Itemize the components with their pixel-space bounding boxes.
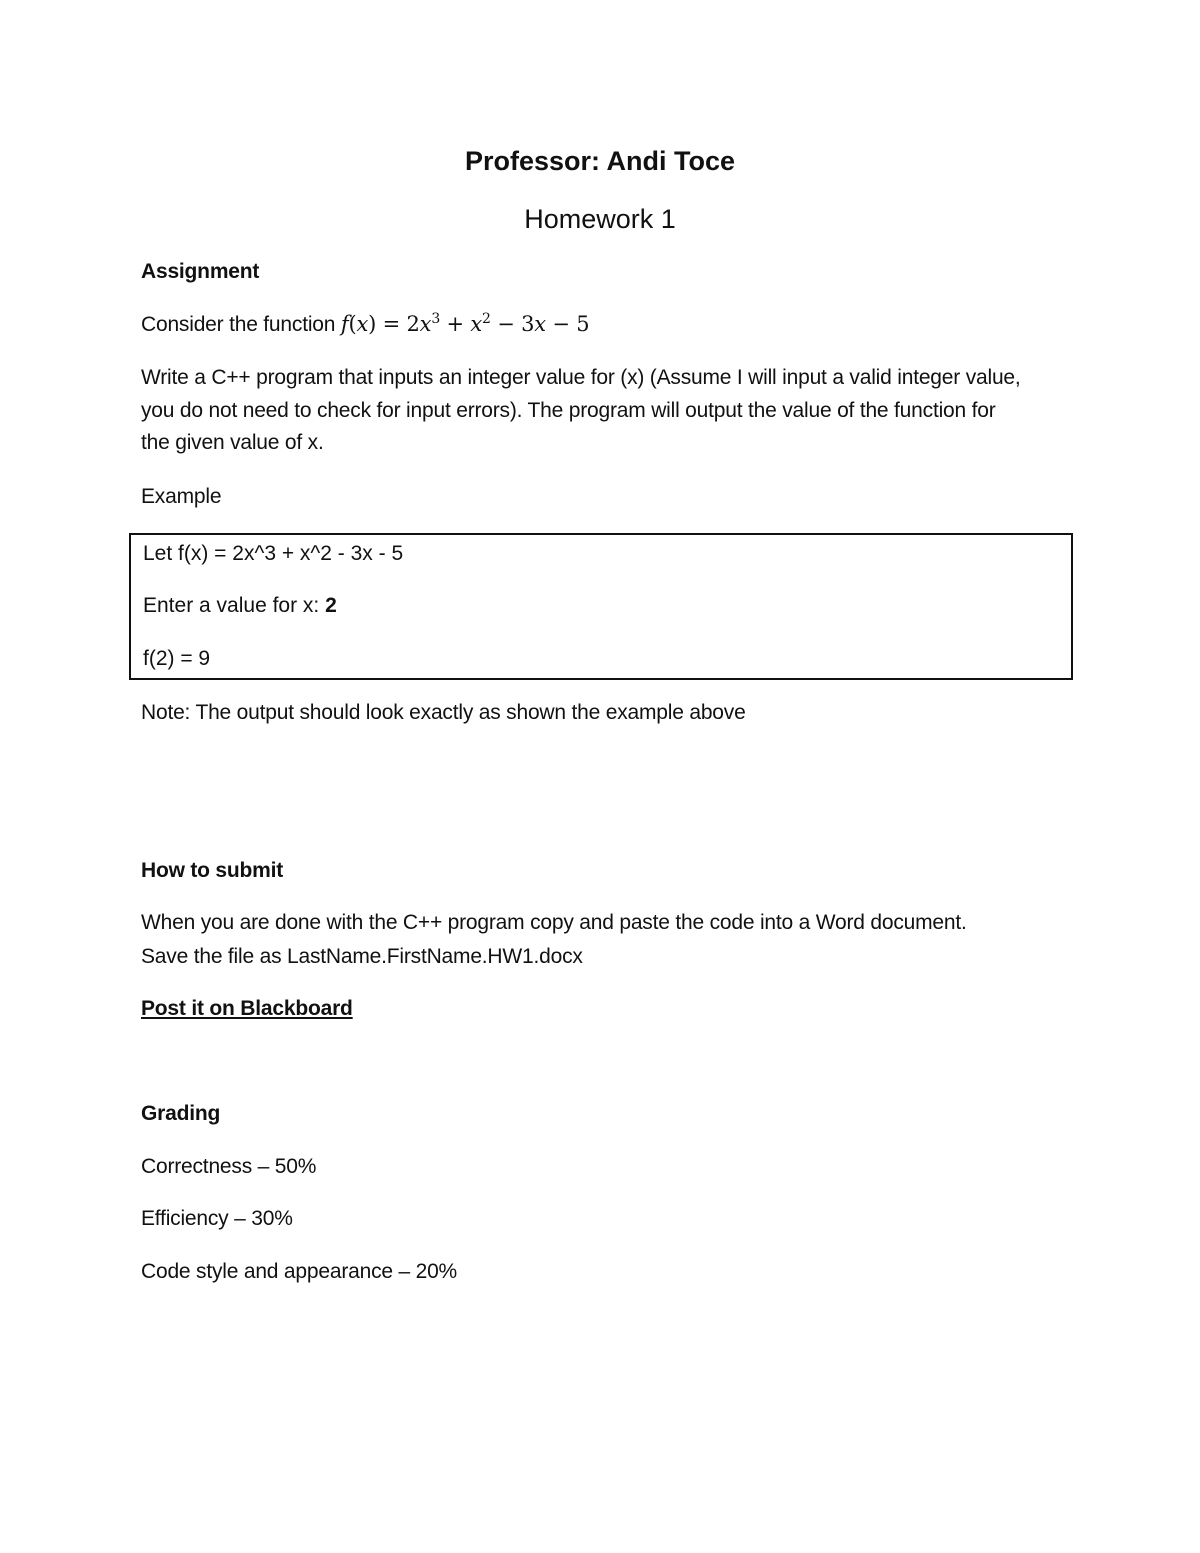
function-formula: $f(x) = 2x^3 + x^2 - 3x - 5$ bbox=[340, 311, 590, 336]
function-line bbox=[141, 311, 589, 338]
homework-title: Homework 1 bbox=[524, 204, 676, 234]
example-output-line: f(2) = 9 bbox=[143, 647, 211, 670]
submit-instructions-line1: When you are done with the C++ program copy and paste the code into a Word document. bbox=[141, 911, 967, 934]
submit-heading: How to submit bbox=[141, 859, 284, 882]
grading-item-code-style: Code style and appearance – 20% bbox=[141, 1260, 458, 1283]
grading-item-efficiency: Efficiency – 30% bbox=[141, 1207, 293, 1230]
post-on-blackboard-link[interactable]: Post it on Blackboard bbox=[141, 997, 353, 1020]
assignment-heading: Assignment bbox=[141, 260, 260, 283]
example-input-value: 2 bbox=[325, 594, 337, 617]
example-input-line: Enter a value for x: 2 bbox=[143, 594, 337, 617]
submit-instructions-line2: Save the file as LastName.FirstName.HW1.docx bbox=[141, 945, 583, 968]
grading-heading: Grading bbox=[141, 1102, 221, 1125]
professor-title: Professor: Andi Toce bbox=[464, 146, 736, 176]
example-function-line: Let f(x) = 2x^3 + x^2 - 3x - 5 bbox=[143, 542, 404, 565]
example-heading: Example bbox=[141, 485, 222, 508]
example-box bbox=[129, 533, 1073, 680]
note-text: Note: The output should look exactly as shown the example above bbox=[141, 701, 746, 724]
function-intro: Consider the function bbox=[141, 313, 336, 336]
grading-item-correctness: Correctness – 50% bbox=[141, 1155, 317, 1178]
assignment-description: Write a C++ program that inputs an integer value for (x) (Assume I will input a valid integer value, you do not need to check for input errors). The program will output the value of the function for the given value of x. bbox=[141, 366, 1021, 454]
